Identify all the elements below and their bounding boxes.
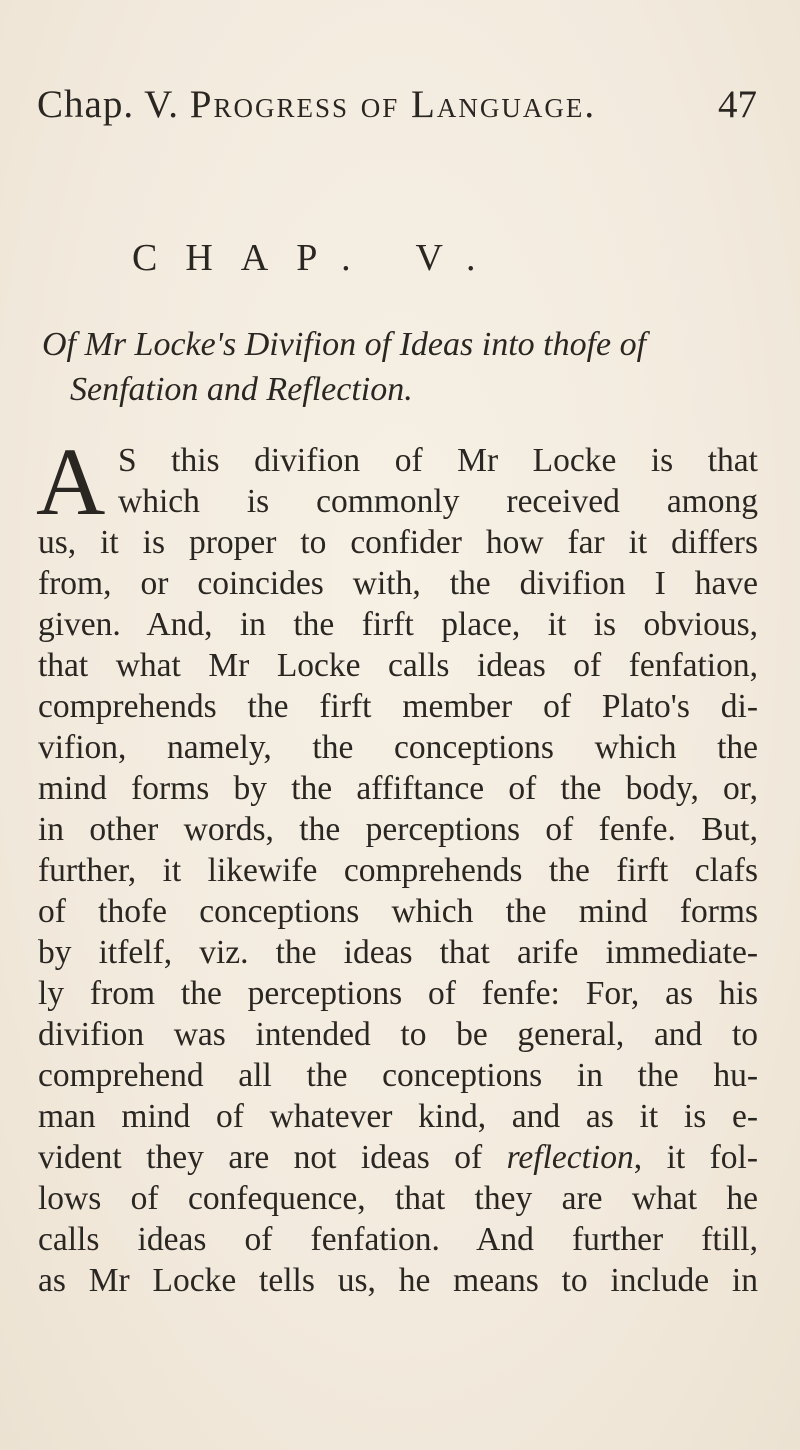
text-line: from, or coincides with, the divifion I have (38, 565, 758, 602)
text-line (38, 1137, 758, 1178)
text-line: mind forms by the affiftance of the body, or, (38, 770, 758, 807)
running-head-book-title: Progress of Language. (189, 83, 597, 126)
text-line: vifion, namely, the conceptions which the (38, 729, 758, 766)
text-line: of thofe conceptions which the mind forms (38, 893, 758, 930)
text-line: divifion was intended to be general, and to (38, 1016, 758, 1053)
subtitle-line-2: Senfation and Reflection. (70, 371, 413, 408)
italic-term: reflection (506, 1139, 634, 1176)
subtitle-line-1: Of Mr Locke's Divifion of Ideas into thofe of (42, 326, 647, 363)
text-line: man mind of whatever kind, and as it is e- (38, 1098, 758, 1135)
text-line: by itfelf, viz. the ideas that arife immediate- (38, 934, 758, 971)
text-line: further, it likewife comprehends the firft clafs (38, 852, 758, 889)
text-segment: vident they are not ideas of (38, 1139, 507, 1176)
running-head-chapter: Chap. V. (37, 83, 180, 126)
text-line: comprehend all the conceptions in the hu- (38, 1057, 758, 1094)
text-line: ly from the perceptions of fenfe: For, as his (38, 975, 758, 1012)
text-line: calls ideas of fenfation. And further ftill, (38, 1221, 758, 1258)
chapter-subtitle (42, 322, 762, 412)
text-line: S this divifion of Mr Locke is that (118, 442, 758, 479)
running-head-title (37, 82, 596, 127)
body-text (36, 428, 759, 1301)
text-line: us, it is proper to confider how far it differs (38, 524, 758, 561)
chapter-heading: CHAP. V. (132, 237, 504, 279)
text-line: which is commonly received among (118, 483, 758, 520)
text-line: in other words, the perceptions of fenfe. But, (38, 811, 758, 848)
text-line: that what Mr Locke calls ideas of fenfation, (38, 647, 758, 684)
text-line: as Mr Locke tells us, he means to include in (38, 1262, 758, 1299)
text-line: lows of confequence, that they are what he (38, 1180, 758, 1217)
text-segment: , it fol- (633, 1139, 759, 1176)
drop-cap: A (36, 428, 106, 535)
running-head (37, 82, 757, 132)
text-line: given. And, in the firft place, it is obvious, (38, 606, 758, 643)
text-line: comprehends the firft member of Plato's di- (38, 688, 758, 725)
page-number: 47 (718, 83, 757, 126)
